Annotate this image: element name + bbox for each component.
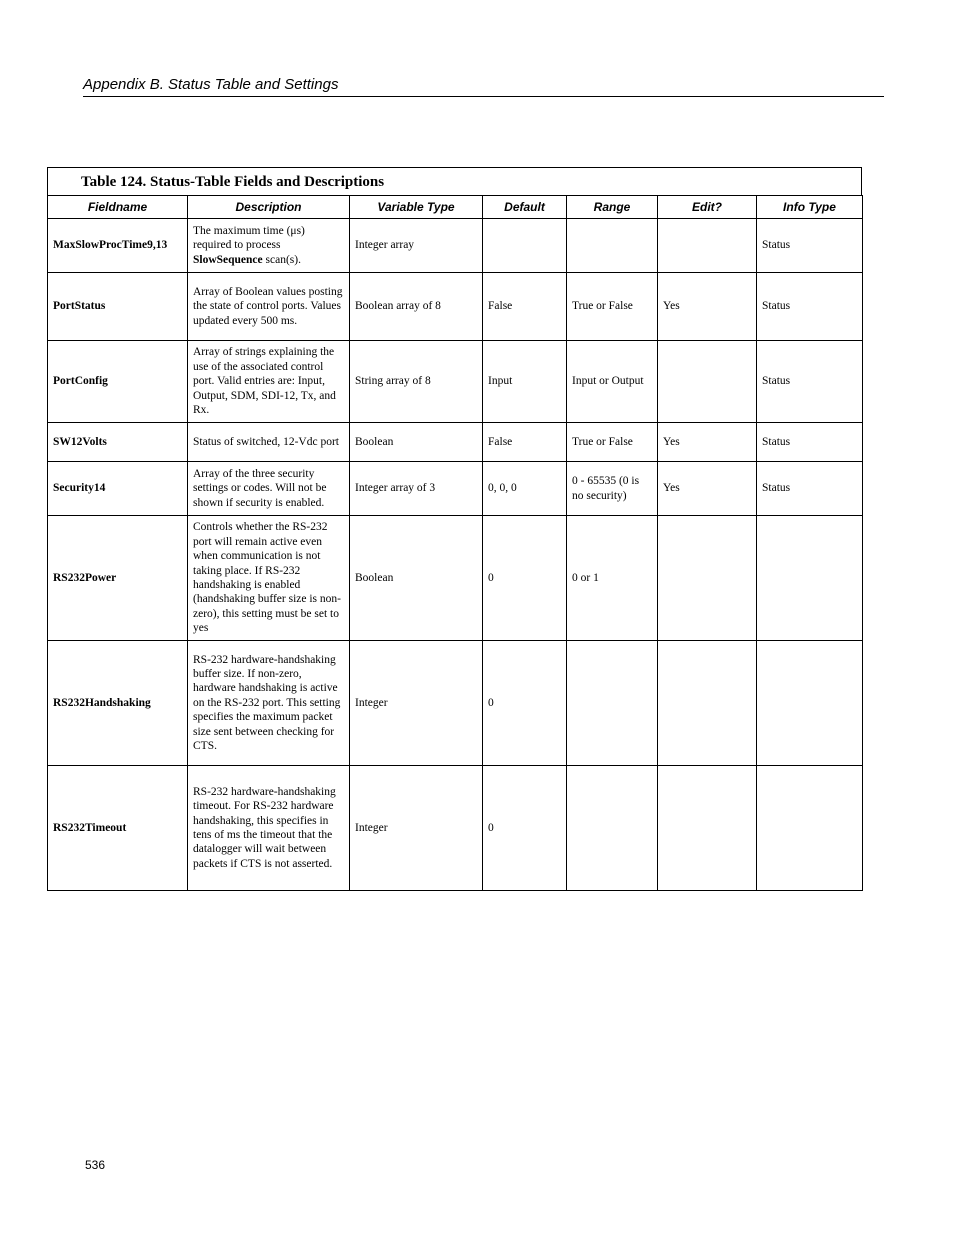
cell-edit [658,516,757,641]
table-row [48,462,863,516]
cell-edit [658,341,757,423]
cell-variable-type: Integer [350,641,483,766]
cell-fieldname: MaxSlowProcTime9,13 [48,219,188,273]
cell-variable-type: Integer array of 3 [350,462,483,516]
column-header-variable-type: Variable Type [350,196,483,219]
cell-description: Array of strings explaining the use of the associated control port. Valid entries are: Input, Output, SDM, SDI-12, Tx, and Rx. [188,341,350,423]
description-keyword: SlowSequence [193,253,263,266]
cell-edit: Yes [658,462,757,516]
cell-info-type [757,516,863,641]
column-header-default: Default [483,196,567,219]
cell-variable-type: Integer [350,766,483,891]
cell-fieldname: PortStatus [48,273,188,341]
cell-range: True or False [567,423,658,462]
cell-edit: Yes [658,423,757,462]
cell-fieldname: SW12Volts [48,423,188,462]
table-row [48,641,863,766]
cell-description: Controls whether the RS-232 port will remain active even when communication is not taking place. If RS-232 handshaking is enabled (handshaking buffer size is non-zero), this setting must be set to yes [188,516,350,641]
cell-fieldname: RS232Handshaking [48,641,188,766]
cell-info-type: Status [757,423,863,462]
cell-default: False [483,423,567,462]
cell-variable-type: String array of 8 [350,341,483,423]
cell-default: False [483,273,567,341]
cell-info-type: Status [757,273,863,341]
cell-edit: Yes [658,273,757,341]
cell-default: 0 [483,516,567,641]
table-row [48,341,863,423]
table-row [48,766,863,891]
cell-edit [658,641,757,766]
cell-default: Input [483,341,567,423]
header-row [48,196,863,219]
cell-range [567,219,658,273]
table-row [48,423,863,462]
cell-description [188,219,350,273]
column-header-range: Range [567,196,658,219]
cell-fieldname: RS232Timeout [48,766,188,891]
cell-info-type: Status [757,219,863,273]
running-header: Appendix B. Status Table and Settings [83,76,884,97]
cell-description: RS-232 hardware-handshaking timeout. For RS-232 hardware handshaking, this specifies in tens of ms the timeout that the datalogger will wait between packets if CTS is not asserted. [188,766,350,891]
cell-range: 0 - 65535 (0 is no security) [567,462,658,516]
cell-fieldname: Security14 [48,462,188,516]
cell-info-type: Status [757,341,863,423]
cell-info-type [757,766,863,891]
column-header-description: Description [188,196,350,219]
cell-range: True or False [567,273,658,341]
column-header-edit: Edit? [658,196,757,219]
cell-edit [658,766,757,891]
description-text: The maximum time (μs) required to process [193,224,305,252]
cell-default: 0, 0, 0 [483,462,567,516]
table-row [48,516,863,641]
column-header-fieldname: Fieldname [48,196,188,219]
cell-default [483,219,567,273]
cell-variable-type: Boolean [350,423,483,462]
cell-variable-type: Boolean [350,516,483,641]
cell-info-type [757,641,863,766]
table-row [48,273,863,341]
cell-fieldname: PortConfig [48,341,188,423]
cell-default: 0 [483,641,567,766]
cell-range: Input or Output [567,341,658,423]
cell-edit [658,219,757,273]
cell-default: 0 [483,766,567,891]
table-caption: Table 124. Status-Table Fields and Descriptions [47,167,862,195]
cell-info-type: Status [757,462,863,516]
cell-variable-type: Boolean array of 8 [350,273,483,341]
cell-description: Array of the three security settings or codes. Will not be shown if security is enabled. [188,462,350,516]
column-header-info-type: Info Type [757,196,863,219]
cell-description: RS-232 hardware-handshaking buffer size. If non-zero, hardware handshaking is active on the RS-232 port. This setting specifies the maximum packet size sent between checking for CTS. [188,641,350,766]
description-tail: scan(s). [262,253,301,266]
fields-table [47,195,863,891]
cell-variable-type: Integer array [350,219,483,273]
cell-range [567,641,658,766]
cell-description: Array of Boolean values posting the state of control ports. Values updated every 500 ms. [188,273,350,341]
page-number: 536 [85,1158,106,1172]
table-row [48,219,863,273]
cell-range [567,766,658,891]
cell-range: 0 or 1 [567,516,658,641]
cell-fieldname: RS232Power [48,516,188,641]
status-table [47,167,862,891]
cell-description: Status of switched, 12-Vdc port [188,423,350,462]
